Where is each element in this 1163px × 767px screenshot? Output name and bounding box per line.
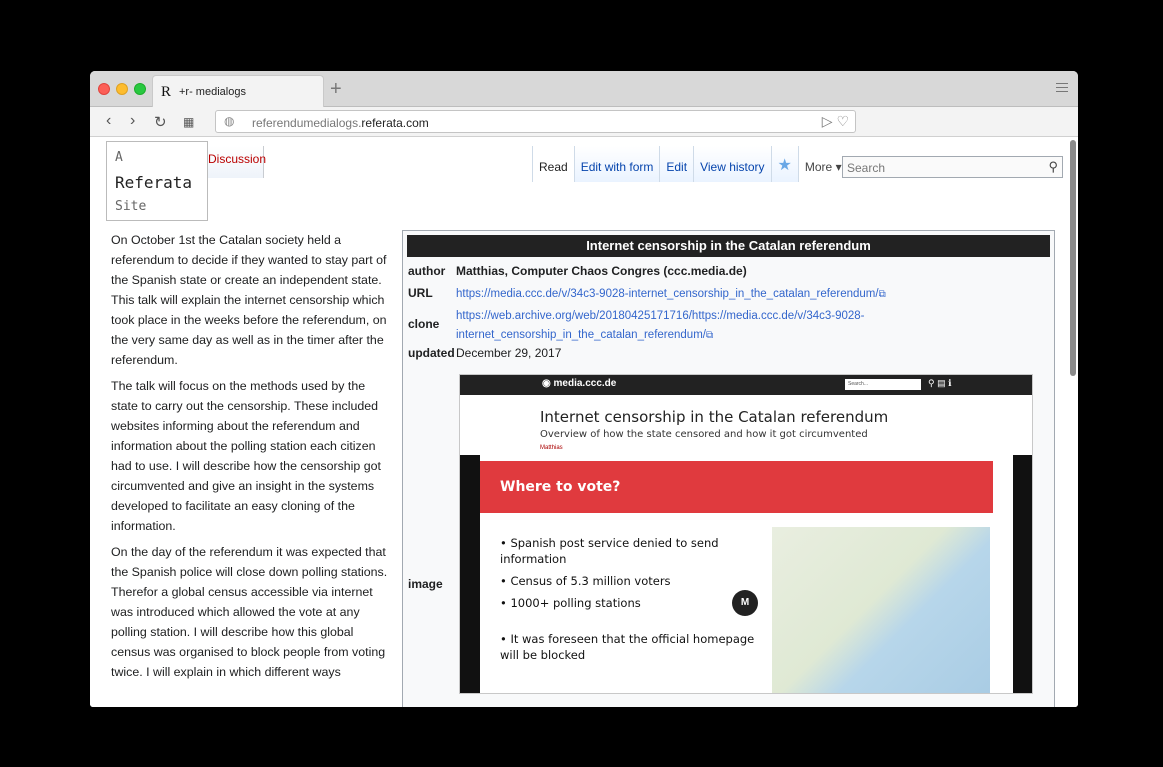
- rss-info-icon: ⚲ ▤ ℹ: [928, 378, 952, 388]
- tab-overview-icon[interactable]: ▦: [183, 115, 195, 129]
- close-window-button[interactable]: [98, 83, 110, 95]
- author-value: Matthias, Computer Chaos Congres (ccc.media.de): [456, 264, 747, 278]
- article-body: [111, 230, 391, 688]
- clone-link[interactable]: https://web.archive.org/web/20180425171716/https://media.ccc.de/v/34c3-9028-: [456, 310, 865, 322]
- paragraph: On the day of the referendum it was expected that the Spanish police will close down polling stations. Therefor a global census accessible via internet was introduced which allowed the vote at any polling station. I will describe how this global census was organised to block people from voting twice. I will explain in which different ways: [111, 545, 388, 679]
- url-text[interactable]: referendumedialogs.referata.com: [252, 116, 429, 130]
- external-link-icon: ⧉: [705, 330, 714, 341]
- search-input[interactable]: Search ⚲: [842, 156, 1063, 178]
- polling-map-image: [772, 527, 990, 694]
- updated-value: December 29, 2017: [456, 346, 562, 360]
- tab-edit[interactable]: Edit: [659, 146, 693, 182]
- browser-tab[interactable]: [152, 75, 324, 107]
- tab-title: +r- medialogs: [179, 86, 246, 98]
- tab-bar: [90, 71, 1078, 107]
- infobox: Internet censorship in the Catalan referendum author Matthias, Computer Chaos Congres (ccc.media.de) URL https://media.ccc.de/v/34c3-9028-internet_censorship_in_the_catalan_referendum/⧉ clone https://web.archive.org/web/20180425171716/https://media.ccc.de/v/34c3-9028- internet_censorship_in_the_catalan_referendum/⧉ updated December 29, 2017 image ◉ media.ccc.de Search... ⚲ ▤ ℹ Internet censorship in the Catalan referendum Overview of how the state censored and how it got circumvented Matthias Where to vote? • Spanish post service denied to send information • Census of 5.3 million voters • 1000+ polling stations • It was foreseen that the official homepage will be blocked M: [402, 230, 1055, 707]
- address-bar[interactable]: [215, 110, 856, 133]
- watch-star-icon[interactable]: ★: [771, 146, 798, 182]
- new-tab-icon[interactable]: +: [330, 78, 342, 100]
- favicon-icon: R: [161, 84, 172, 100]
- search-icon[interactable]: ⚲: [1048, 159, 1058, 174]
- paragraph: The talk will focus on the methods used by the state to carry out the censorship. These included websites informing about the referendum and information about the polling station each citizen had to use. I will describe how the censorship got circumvented and give an insight in the systems developed to facilitate an easy cloning of the information.: [111, 379, 381, 533]
- heart-icon[interactable]: ♡: [836, 113, 849, 129]
- site-logo[interactable]: A Referata Site: [106, 141, 208, 221]
- external-link-icon: ⧉: [878, 289, 886, 300]
- tab-discussion[interactable]: Discussion: [208, 152, 267, 166]
- tab-edit-with-form[interactable]: Edit with form: [574, 146, 660, 182]
- ccc-logo-icon: M: [732, 590, 758, 616]
- infobox-title: Internet censorship in the Catalan referendum: [407, 235, 1050, 257]
- maximize-window-button[interactable]: [134, 83, 146, 95]
- view-tabs: [532, 146, 848, 182]
- media-ccc-logo: ◉ media.ccc.de: [542, 378, 617, 389]
- page-content: [90, 138, 1078, 707]
- browser-window: [90, 71, 1078, 707]
- send-icon[interactable]: ▷: [821, 113, 833, 129]
- tab-read[interactable]: Read: [532, 146, 574, 182]
- scrollbar[interactable]: [1070, 140, 1076, 376]
- more-menu[interactable]: More ▾: [798, 146, 848, 182]
- url-link[interactable]: https://media.ccc.de/v/34c3-9028-internet_censorship_in_the_catalan_referendum/: [456, 288, 879, 300]
- talk-thumbnail[interactable]: ◉ media.ccc.de Search... ⚲ ▤ ℹ Internet censorship in the Catalan referendum Overview of how the state censored and how it got circumvented Matthias Where to vote? • Spanish post service denied to send information • Census of 5.3 million voters • 1000+ polling stations • It was foreseen that the official homepage will be blocked M: [459, 374, 1033, 694]
- back-icon[interactable]: ‹: [106, 112, 112, 129]
- minimize-window-button[interactable]: [116, 83, 128, 95]
- reload-icon[interactable]: ↻: [154, 114, 167, 131]
- forward-icon[interactable]: ›: [130, 112, 136, 129]
- tab-menu-icon[interactable]: [1056, 83, 1068, 95]
- address-toolbar: [90, 107, 1078, 137]
- globe-icon: ◍: [224, 114, 235, 128]
- tab-view-history[interactable]: View history: [693, 146, 770, 182]
- paragraph: On October 1st the Catalan society held a referendum to decide if they wanted to stay part of the Spanish state or create an independent state. This talk will explain the internet censorship which took place in the weeks before the referendum, on the very same day as well as in the timer after the referendum.: [111, 233, 387, 367]
